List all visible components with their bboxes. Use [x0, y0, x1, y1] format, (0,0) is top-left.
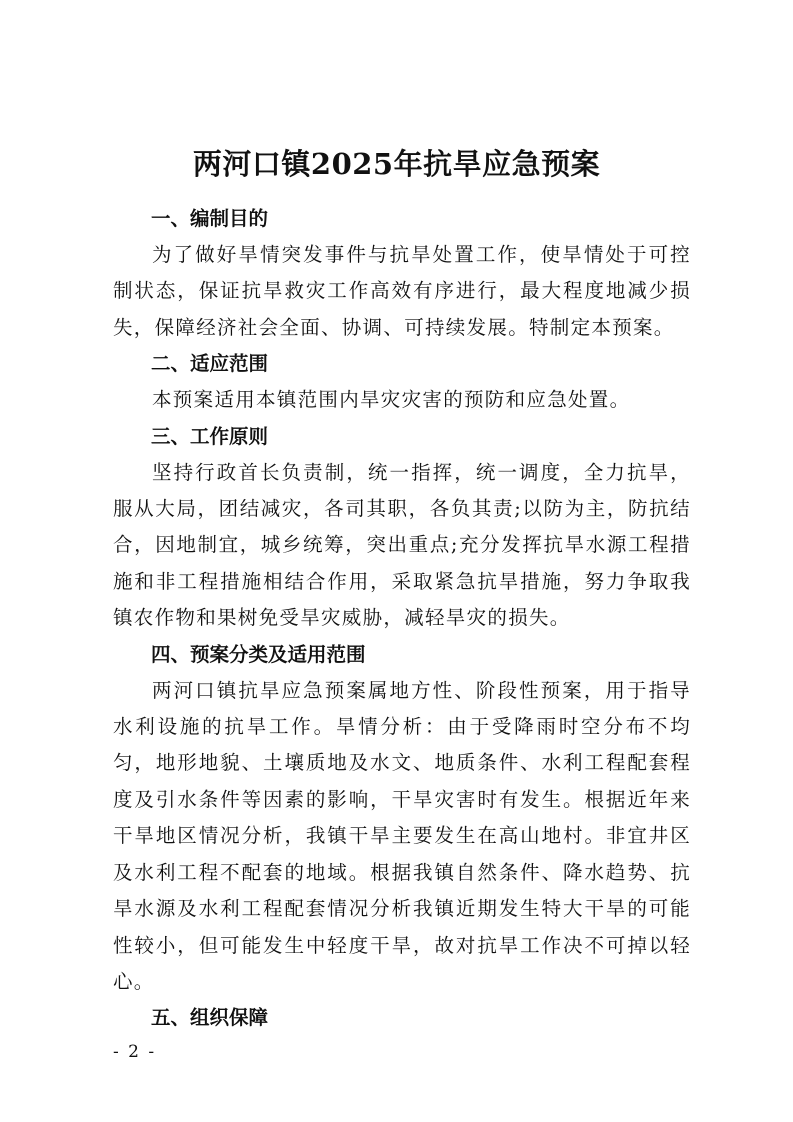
section-heading: 一、编制目的 — [151, 207, 269, 230]
section-heading: 二、适应范围 — [151, 352, 269, 376]
section-paragraph: 为了做好旱情突发事件与抗旱处置工作，使旱情处于可控制状态，保证抗旱救灾工作高效有序进行，最大程度地减少损失，保障经济社会全面、协调、可持续发展。特制定本预案。 — [113, 243, 691, 339]
section-heading: 四、预案分类及适用范围 — [151, 642, 366, 666]
section-paragraph: 坚持行政首长负责制，统一指挥，统一调度，全力抗旱，服从大局，团结减灾，各司其职，各负其责;以防为主，防抗结合，因地制宜，城乡统筹，突出重点;充分发挥抗旱水源工程措施和非工程措施相结合作用，采取紧急抗旱措施，努力争取我镇农作物和果树免受旱灾威胁，减轻旱灾的损失。 — [113, 460, 691, 630]
section-purpose — [113, 201, 691, 346]
document-title: 两河口镇2025年抗旱应急预案 — [192, 147, 601, 181]
section-scope — [113, 346, 691, 418]
section-heading: 五、组织保障 — [151, 1006, 269, 1030]
section-paragraph: 两河口镇抗旱应急预案属地方性、阶段性预案，用于指导水利设施的抗旱工作。旱情分析：由于受降雨时空分布不均匀，地形地貌、土壤质地及水文、地质条件、水利工程配套程度及引水条件等因素的影响，干旱灾害时有发生。根据近年来干旱地区情况分析，我镇干旱主要发生在高山地村。非宜井区及水利工程不配套的地域。根据我镇自然条件、降水趋势、抗旱水源及水利工程配套情况分析我镇近期发生特大干旱的可能性较小，但可能发生中轻度干旱，故对抗旱工作决不可掉以轻心。 — [113, 678, 691, 993]
page-number: - 2 - — [113, 1042, 157, 1062]
document-body — [113, 201, 691, 1036]
section-principles — [113, 419, 691, 637]
section-paragraph: 本预案适用本镇范围内旱灾灾害的预防和应急处置。 — [152, 388, 631, 412]
section-organization — [113, 1000, 691, 1036]
section-heading: 三、工作原则 — [151, 424, 269, 448]
section-classification — [113, 637, 691, 1001]
